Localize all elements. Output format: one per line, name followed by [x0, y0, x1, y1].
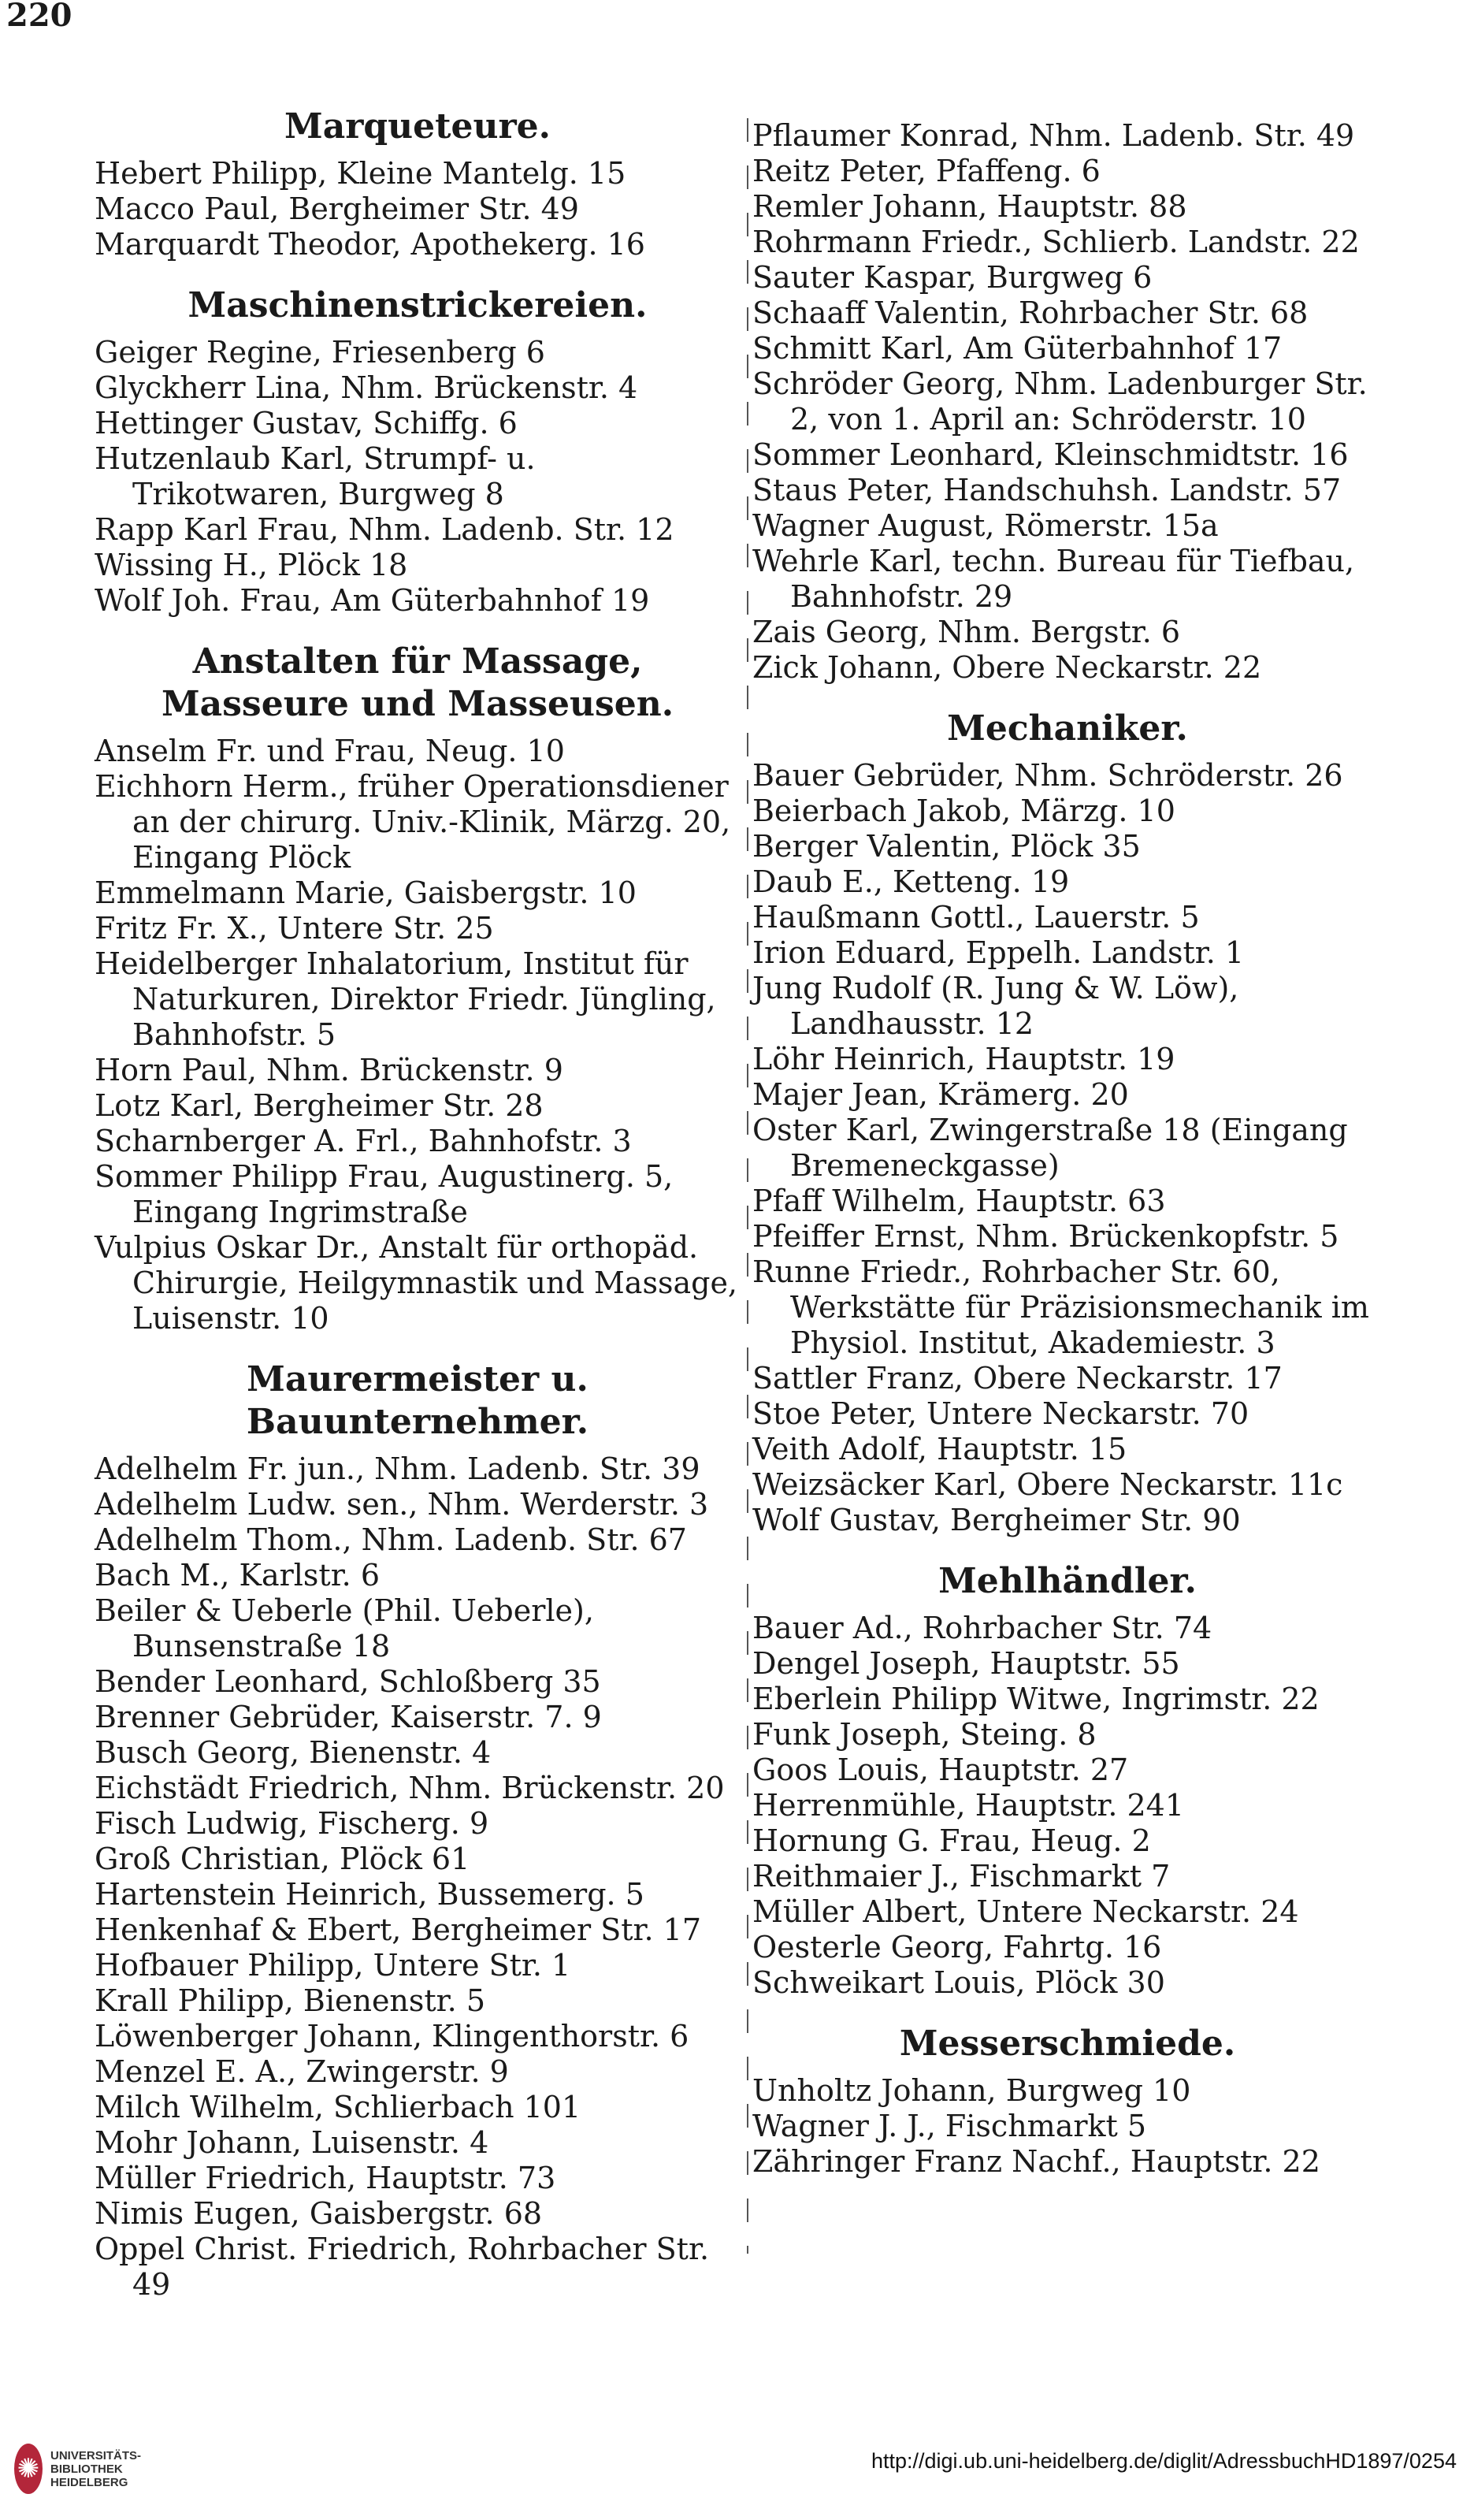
directory-entry: Glyckherr Lina, Nhm. Brückenstr. 4	[95, 370, 638, 405]
directory-entry: Hebert Philipp, Kleine Mantelg. 15	[95, 156, 626, 191]
directory-entry: Oesterle Georg, Fahrtg. 16	[752, 1930, 1162, 1964]
directory-section	[95, 106, 741, 262]
directory-entry: Hornung G. Frau, Heug. 2	[752, 1823, 1151, 1858]
directory-section	[752, 1560, 1383, 2001]
directory-entry: Hofbauer Philipp, Untere Str. 1	[95, 1948, 571, 1983]
directory-entry: Wissing H., Plöck 18	[95, 548, 408, 582]
directory-entry: Eichstädt Friedrich, Nhm. Brückenstr. 20	[95, 1771, 725, 1805]
library-seal-icon: ✺	[14, 2444, 43, 2494]
section-heading: Anstalten für Massage, Masseure und Masseusen.	[161, 641, 674, 724]
left-column	[95, 101, 741, 2325]
directory-entry: Wagner August, Römerstr. 15a	[752, 508, 1219, 543]
directory-section	[752, 708, 1383, 1538]
directory-entry: Schweikart Louis, Plöck 30	[752, 1965, 1165, 2000]
directory-entry: Beierbach Jakob, Märzg. 10	[752, 794, 1175, 828]
directory-entry: Müller Friedrich, Hauptstr. 73	[95, 2161, 556, 2195]
directory-entry: Fritz Fr. X., Untere Str. 25	[95, 911, 494, 946]
directory-entry: Hartenstein Heinrich, Bussemerg. 5	[95, 1877, 644, 1912]
page-number: 220	[6, 0, 72, 34]
directory-entry: Weizsäcker Karl, Obere Neckarstr. 11c	[752, 1467, 1343, 1502]
section-heading: Mechaniker.	[947, 708, 1188, 749]
directory-entry: Veith Adolf, Hauptstr. 15	[752, 1432, 1127, 1466]
directory-entry: Emmelmann Marie, Gaisbergstr. 10	[95, 875, 637, 910]
directory-entry: Sommer Philipp Frau, Augustinerg. 5, Eingang Ingrimstraße	[95, 1159, 674, 1229]
directory-entry: Groß Christian, Plöck 61	[95, 1842, 470, 1876]
directory-entry: Jung Rudolf (R. Jung & W. Löw), Landhausstr. 12	[752, 971, 1239, 1041]
directory-entry: Vulpius Oskar Dr., Anstalt für orthopäd. Chirurgie, Heilgymnastik und Massage, Luisenstr. 10	[95, 1230, 738, 1336]
directory-entry: Anselm Fr. und Frau, Neug. 10	[95, 734, 565, 768]
directory-entry: Wolf Joh. Frau, Am Güterbahnhof 19	[95, 583, 650, 618]
directory-entry: Dengel Joseph, Hauptstr. 55	[752, 1646, 1180, 1681]
directory-entry: Herrenmühle, Hauptstr. 241	[752, 1788, 1185, 1823]
directory-entry: Oppel Christ. Friedrich, Rohrbacher Str. 49	[95, 2232, 710, 2302]
library-logo	[14, 2433, 187, 2504]
directory-entry: Henkenhaf & Ebert, Bergheimer Str. 17	[95, 1912, 702, 1947]
directory-entry: Krall Philipp, Bienenstr. 5	[95, 1983, 486, 2018]
directory-entry: Busch Georg, Bienenstr. 4	[95, 1735, 492, 1770]
directory-entry: Horn Paul, Nhm. Brückenstr. 9	[95, 1053, 563, 1087]
directory-entry: Sattler Franz, Obere Neckarstr. 17	[752, 1361, 1283, 1396]
section-heading: Maurermeister u. Bauunternehmer.	[246, 1359, 589, 1442]
directory-entry: Zais Georg, Nhm. Bergstr. 6	[752, 615, 1181, 649]
directory-entry: Rohrmann Friedr., Schlierb. Landstr. 22	[752, 225, 1360, 259]
directory-entry: Sommer Leonhard, Kleinschmidtstr. 16	[752, 437, 1349, 472]
directory-entry: Heidelberger Inhalatorium, Institut für Naturkuren, Direktor Friedr. Jüngling, Bahnhofstr. 5	[95, 946, 716, 1052]
directory-entry: Majer Jean, Krämerg. 20	[752, 1077, 1129, 1112]
directory-entry: Remler Johann, Hauptstr. 88	[752, 189, 1187, 224]
directory-entry: Sauter Kaspar, Burgweg 6	[752, 260, 1153, 295]
directory-entry: Bauer Ad., Rohrbacher Str. 74	[752, 1611, 1212, 1645]
library-name: UNIVERSITÄTS-BIBLIOTHEK HEIDELBERG	[50, 2448, 142, 2489]
directory-section	[95, 641, 741, 1336]
directory-entry: Wehrle Karl, techn. Bureau für Tiefbau, Bahnhofstr. 29	[752, 544, 1355, 614]
directory-entry: Marquardt Theodor, Apothekerg. 16	[95, 227, 645, 262]
directory-section	[752, 118, 1383, 686]
directory-entry: Menzel E. A., Zwingerstr. 9	[95, 2054, 509, 2089]
directory-entry: Pfeiffer Ernst, Nhm. Brückenkopfstr. 5	[752, 1219, 1339, 1254]
column-divider	[747, 118, 748, 2254]
directory-entry: Reitz Peter, Pfaffeng. 6	[752, 154, 1101, 188]
directory-entry: Löhr Heinrich, Hauptstr. 19	[752, 1042, 1175, 1076]
directory-entry: Staus Peter, Handschuhsh. Landstr. 57	[752, 473, 1342, 507]
footer	[0, 2411, 1474, 2520]
directory-entry: Eichhorn Herm., früher Operationsdiener an der chirurg. Univ.-Klinik, Märzg. 20, Eingang Plöck	[95, 769, 731, 875]
directory-entry: Pfaff Wilhelm, Hauptstr. 63	[752, 1184, 1166, 1218]
directory-section	[95, 1358, 741, 2303]
directory-entry: Zähringer Franz Nachf., Hauptstr. 22	[752, 2144, 1320, 2179]
right-column	[752, 118, 1383, 2202]
directory-entry: Zick Johann, Obere Neckarstr. 22	[752, 650, 1262, 685]
directory-entry: Adelhelm Ludw. sen., Nhm. Werderstr. 3	[95, 1487, 709, 1522]
directory-entry: Daub E., Ketteng. 19	[752, 864, 1070, 899]
directory-entry: Schröder Georg, Nhm. Ladenburger Str. 2, von 1. April an: Schröderstr. 10	[752, 366, 1368, 437]
directory-entry: Brenner Gebrüder, Kaiserstr. 7. 9	[95, 1700, 602, 1734]
directory-entry: Goos Louis, Hauptstr. 27	[752, 1752, 1129, 1787]
directory-entry: Adelhelm Fr. jun., Nhm. Ladenb. Str. 39	[95, 1451, 700, 1486]
directory-entry: Bach M., Karlstr. 6	[95, 1558, 381, 1593]
directory-entry: Pflaumer Konrad, Nhm. Ladenb. Str. 49	[752, 118, 1355, 153]
directory-entry: Fisch Ludwig, Fischerg. 9	[95, 1806, 489, 1841]
directory-entry: Macco Paul, Bergheimer Str. 49	[95, 191, 579, 226]
directory-entry: Schaaff Valentin, Rohrbacher Str. 68	[752, 295, 1309, 330]
directory-entry: Oster Karl, Zwingerstraße 18 (Eingang Bremeneckgasse)	[752, 1113, 1348, 1183]
directory-entry: Runne Friedr., Rohrbacher Str. 60, Werkstätte für Präzisionsmechanik im Physiol. Institut, Akademiestr. 3	[752, 1254, 1369, 1360]
directory-entry: Lotz Karl, Bergheimer Str. 28	[95, 1088, 544, 1123]
section-heading: Maschinenstrickereien.	[187, 285, 648, 325]
directory-entry: Reithmaier J., Fischmarkt 7	[752, 1859, 1171, 1894]
section-heading: Messerschmiede.	[899, 2024, 1236, 2064]
directory-section	[752, 2023, 1383, 2180]
directory-entry: Hutzenlaub Karl, Strumpf- u. Trikotwaren, Burgweg 8	[95, 441, 536, 511]
directory-entry: Berger Valentin, Plöck 35	[752, 829, 1141, 864]
directory-entry: Müller Albert, Untere Neckarstr. 24	[752, 1894, 1299, 1929]
directory-entry: Geiger Regine, Friesenberg 6	[95, 335, 545, 370]
directory-entry: Haußmann Gottl., Lauerstr. 5	[752, 900, 1200, 935]
directory-entry: Nimis Eugen, Gaisbergstr. 68	[95, 2196, 543, 2231]
directory-entry: Funk Joseph, Steing. 8	[752, 1717, 1097, 1752]
directory-entry: Adelhelm Thom., Nhm. Ladenb. Str. 67	[95, 1522, 687, 1557]
directory-entry: Bender Leonhard, Schloßberg 35	[95, 1664, 601, 1699]
directory-entry: Mohr Johann, Luisenstr. 4	[95, 2125, 489, 2160]
directory-entry: Löwenberger Johann, Klingenthorstr. 6	[95, 2019, 689, 2054]
directory-entry: Rapp Karl Frau, Nhm. Ladenb. Str. 12	[95, 512, 674, 547]
directory-entry: Hettinger Gustav, Schiffg. 6	[95, 406, 518, 440]
source-url-link[interactable]: http://digi.ub.uni-heidelberg.de/diglit/AdressbuchHD1897/0254	[871, 2449, 1457, 2473]
directory-entry: Milch Wilhelm, Schlierbach 101	[95, 2090, 581, 2124]
directory-entry: Scharnberger A. Frl., Bahnhofstr. 3	[95, 1124, 632, 1158]
directory-entry: Unholtz Johann, Burgweg 10	[752, 2073, 1191, 2108]
directory-entry: Beiler & Ueberle (Phil. Ueberle), Bunsenstraße 18	[95, 1593, 594, 1663]
directory-section	[95, 284, 741, 619]
directory-entry: Eberlein Philipp Witwe, Ingrimstr. 22	[752, 1682, 1320, 1716]
directory-entry: Wagner J. J., Fischmarkt 5	[752, 2109, 1147, 2143]
directory-entry: Schmitt Karl, Am Güterbahnhof 17	[752, 331, 1283, 366]
section-heading: Mehlhändler.	[938, 1561, 1197, 1601]
directory-entry: Bauer Gebrüder, Nhm. Schröderstr. 26	[752, 758, 1343, 793]
section-heading: Marqueteure.	[284, 106, 551, 147]
directory-entry: Irion Eduard, Eppelh. Landstr. 1	[752, 935, 1245, 970]
directory-entry: Stoe Peter, Untere Neckarstr. 70	[752, 1396, 1249, 1431]
directory-entry: Wolf Gustav, Bergheimer Str. 90	[752, 1503, 1241, 1537]
